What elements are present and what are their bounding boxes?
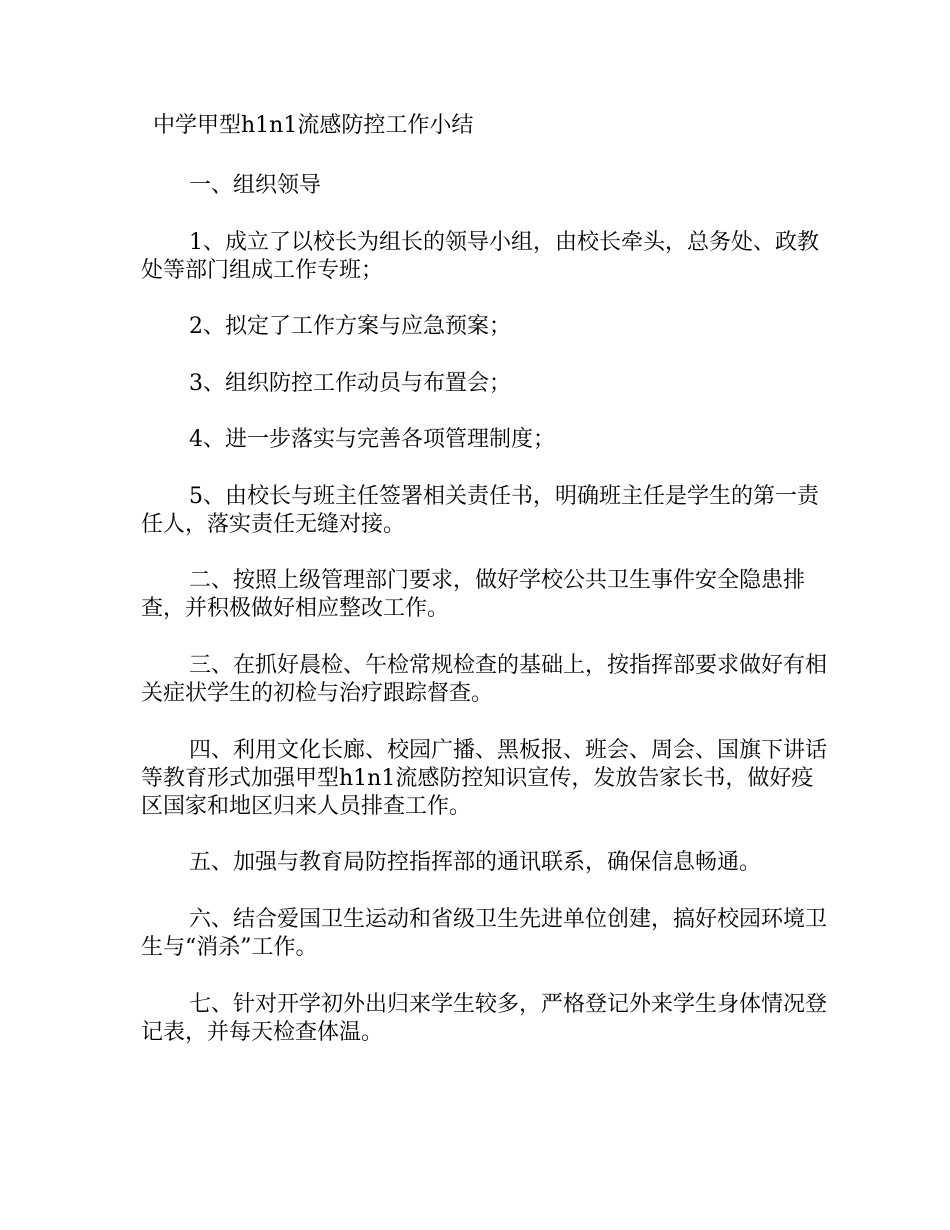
section-heading-organization: 一、组织领导 xyxy=(189,173,322,198)
paragraph-section-6: 六、结合爱国卫生运动和省级卫生先进单位创建，搞好校园环境卫生与“消杀”工作。 xyxy=(141,907,828,960)
paragraph-section-2: 二、按照上级管理部门要求，做好学校公共卫生事件安全隐患排查，并积极做好相应整改工作。 xyxy=(141,568,806,621)
paragraph-item-3: 3、组织防控工作动员与布置会； xyxy=(189,371,511,396)
paragraph-section-5: 五、加强与教育局防控指挥部的通讯联系，确保信息畅通。 xyxy=(189,850,762,875)
paragraph-item-5: 5、由校长与班主任签署相关责任书，明确班主任是学生的第一责任人，落实责任无缝对接。 xyxy=(141,484,819,537)
paragraph-item-1: 1、成立了以校长为组长的领导小组，由校长牵头，总务处、政教处等部门组成工作专班； xyxy=(141,230,819,283)
document-title: 中学甲型h1n1流感防控工作小结 xyxy=(153,113,474,138)
paragraph-item-2: 2、拟定了工作方案与应急预案； xyxy=(189,314,511,339)
paragraph-section-7: 七、针对开学初外出归来学生较多，严格登记外来学生身体情况登记表，并每天检查体温。 xyxy=(141,992,828,1045)
paragraph-section-4: 四、利用文化长廊、校园广播、黑板报、班会、周会、国旗下讲话等教育形式加强甲型h1n1流感防控知识宣传，发放告家长书，做好疫区国家和地区归来人员排查工作。 xyxy=(141,738,828,819)
paragraph-item-4: 4、进一步落实与完善各项管理制度； xyxy=(189,427,555,452)
paragraph-section-3: 三、在抓好晨检、午检常规检查的基础上，按指挥部要求做好有相关症状学生的初检与治疗跟踪督查。 xyxy=(141,653,828,706)
